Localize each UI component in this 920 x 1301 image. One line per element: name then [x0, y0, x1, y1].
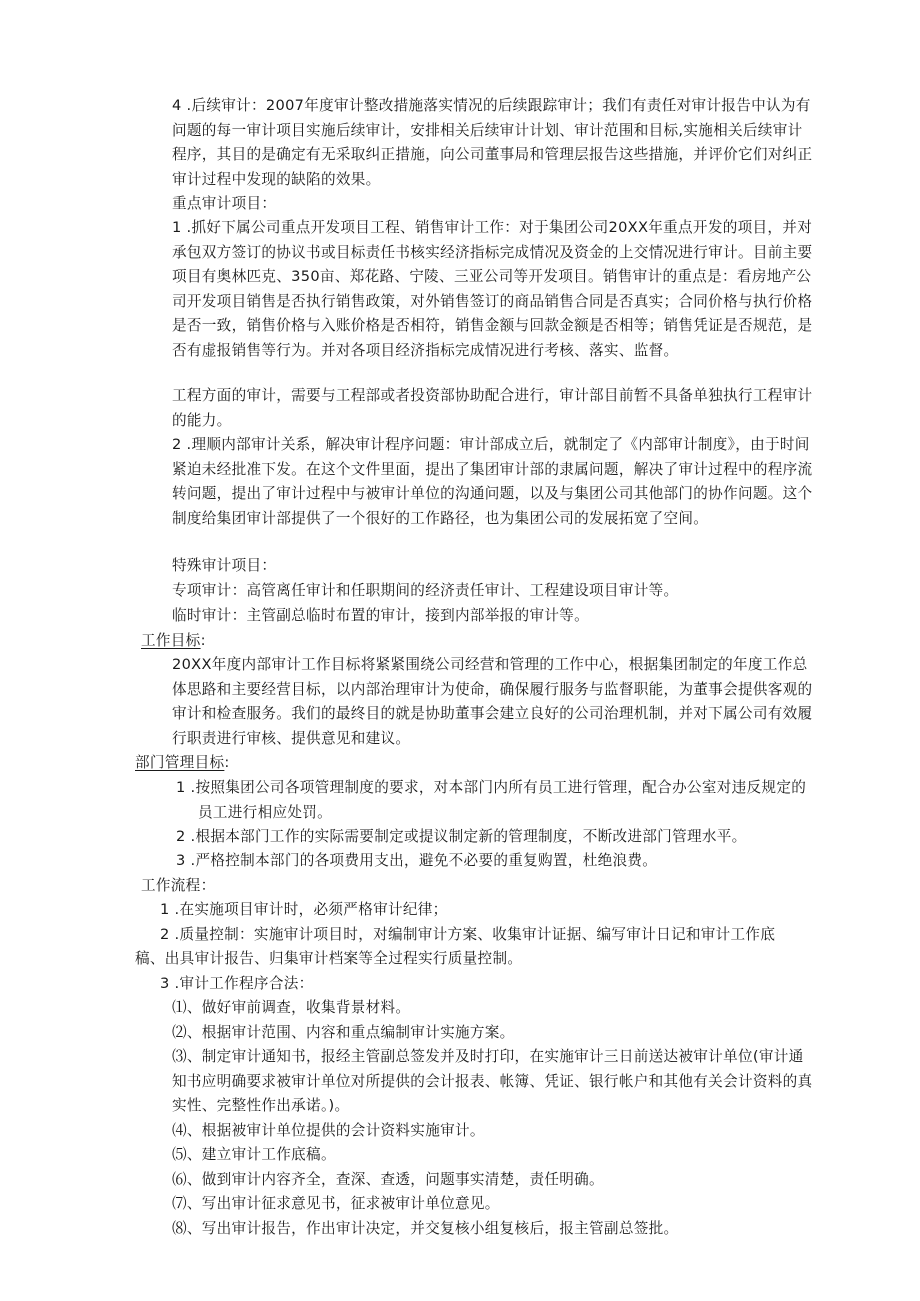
heading-key-audit-projects: 重点审计项目： — [172, 195, 277, 212]
dept-goal-item-1: 1 .按照集团公司各项管理制度的要求，对本部门内所有员工进行管理，配合办公室对违反规定的员工进行相应处罚。 — [176, 779, 807, 821]
temporary-audit-line: 临时审计：主管副总临时布置的审计，接到内部举报的审计等。 — [172, 607, 590, 624]
heading-dept-goals — [135, 751, 230, 776]
paragraph-follow-up-audit: 4 .后续审计：2007年度审计整改措施落实情况的后续跟踪审计；我们有责任对审计报告中认为有问题的每一审计项目实施后续审计，安排相关后续审计计划、审计范围和目标,实施相关后续审计程序，其目的是确定有无采取纠正措施，向公司董事局和管理层报告这些措施，并评价它们对纠正审计过程中发现的缺陷的效果。 — [172, 97, 813, 188]
dept-goal-item-2: 2 .根据本部门工作的实际需要制定或提议制定新的管理制度，不断改进部门管理水平。 — [176, 828, 747, 845]
procedure-step-2: ⑵、根据审计范围、内容和重点编制审计实施方案。 — [172, 1024, 515, 1041]
work-goals-colon: : — [200, 632, 206, 649]
workflow-item-2-cont: 稿、出具审计报告、归集审计档案等全过程实行质量控制。 — [135, 950, 523, 967]
paragraph-sales-audit: 1 .抓好下属公司重点开发项目工程、销售审计工作：对于集团公司20XX年重点开发的项目，并对承包双方签订的协议书或目标责任书核实经济指标完成情况及资金的上交情况进行审计。目前主要项目有奥林匹克、350亩、郑花路、宁陵、三亚公司等开发项目。销售审计的重点是：看房地产公司开发项目销售是否执行销售政策，对外销售签订的商品销售合同是否真实；合同价格与执行价格是否一致，销售价格与入账价格是否相符，销售金额与回款金额是否相等；销售凭证是否规范，是否有虚报销售等行为。并对各项目经济指标完成情况进行考核、落实、监督。 — [172, 219, 813, 359]
workflow-item-1: 1 .在实施项目审计时，必须严格审计纪律； — [160, 901, 448, 918]
dept-goals-colon: : — [224, 754, 230, 771]
heading-work-goals — [141, 629, 206, 654]
procedure-step-3: ⑶、制定审计通知书，报经主管副总签发并及时打印，在实施审计三日前送达被审计单位(审计通知书应明确要求被审计单位对所提供的会计报表、帐簿、凭证、银行帐户和其他有关会计资料的真实性、完整性作出承诺。)。 — [172, 1048, 813, 1115]
heading-workflow: 工作流程： — [141, 877, 216, 894]
procedure-step-5: ⑸、建立审计工作底稿。 — [172, 1146, 336, 1163]
workflow-item-3: 3 .审计工作程序合法： — [160, 975, 314, 992]
work-goals-title: 工作目标 — [141, 632, 201, 649]
special-audit-line: 专项审计：高管离任审计和任职期间的经济责任审计、工程建设项目审计等。 — [172, 582, 679, 599]
paragraph-internal-audit-relations: 2 .理顺内部审计关系，解决审计程序问题：审计部成立后，就制定了《内部审计制度》，由于时间紧迫未经批准下发。在这个文件里面，提出了集团审计部的隶属问题，解决了审计过程中的程序流转问题，提出了审计过程中与被审计单位的沟通问题，以及与集团公司其他部门的协作问题。这个制度给集团审计部提供了一个很好的工作路径，也为集团公司的发展拓宽了空间。 — [172, 436, 813, 527]
procedure-step-4: ⑷、根据被审计单位提供的会计资料实施审计。 — [172, 1122, 485, 1139]
dept-goals-title: 部门管理目标 — [135, 754, 225, 771]
paragraph-engineering-audit: 工程方面的审计，需要与工程部或者投资部协助配合进行，审计部目前暂不具备单独执行工程审计的能力。 — [172, 387, 813, 429]
paragraph-work-goals: 20XX年度内部审计工作目标将紧紧围绕公司经营和管理的工作中心，根据集团制定的年度工作总体思路和主要经营目标，以内部治理审计为使命，确保履行服务与监督职能，为董事会提供客观的审计和检查服务。我们的最终目的就是协助董事会建立良好的公司治理机制，并对下属公司有效履行职责进行审核、提供意见和建议。 — [172, 656, 813, 747]
heading-special-audit-projects: 特殊审计项目： — [172, 557, 277, 574]
procedure-step-6: ⑹、做到审计内容齐全，查深、查透，问题事实清楚，责任明确。 — [172, 1171, 604, 1188]
procedure-step-1: ⑴、做好审前调查，收集背景材料。 — [172, 999, 411, 1016]
dept-goal-item-3: 3 .严格控制本部门的各项费用支出，避免不必要的重复购置，杜绝浪费。 — [176, 852, 658, 869]
workflow-item-2: 2 .质量控制：实施审计项目时，对编制审计方案、收集审计证据、编写审计日记和审计工作底 — [160, 926, 776, 943]
procedure-step-8: ⑻、写出审计报告，作出审计决定，并交复核小组复核后，报主管副总签批。 — [172, 1220, 679, 1237]
procedure-step-7: ⑺、写出审计征求意见书，征求被审计单位意见。 — [172, 1195, 500, 1212]
